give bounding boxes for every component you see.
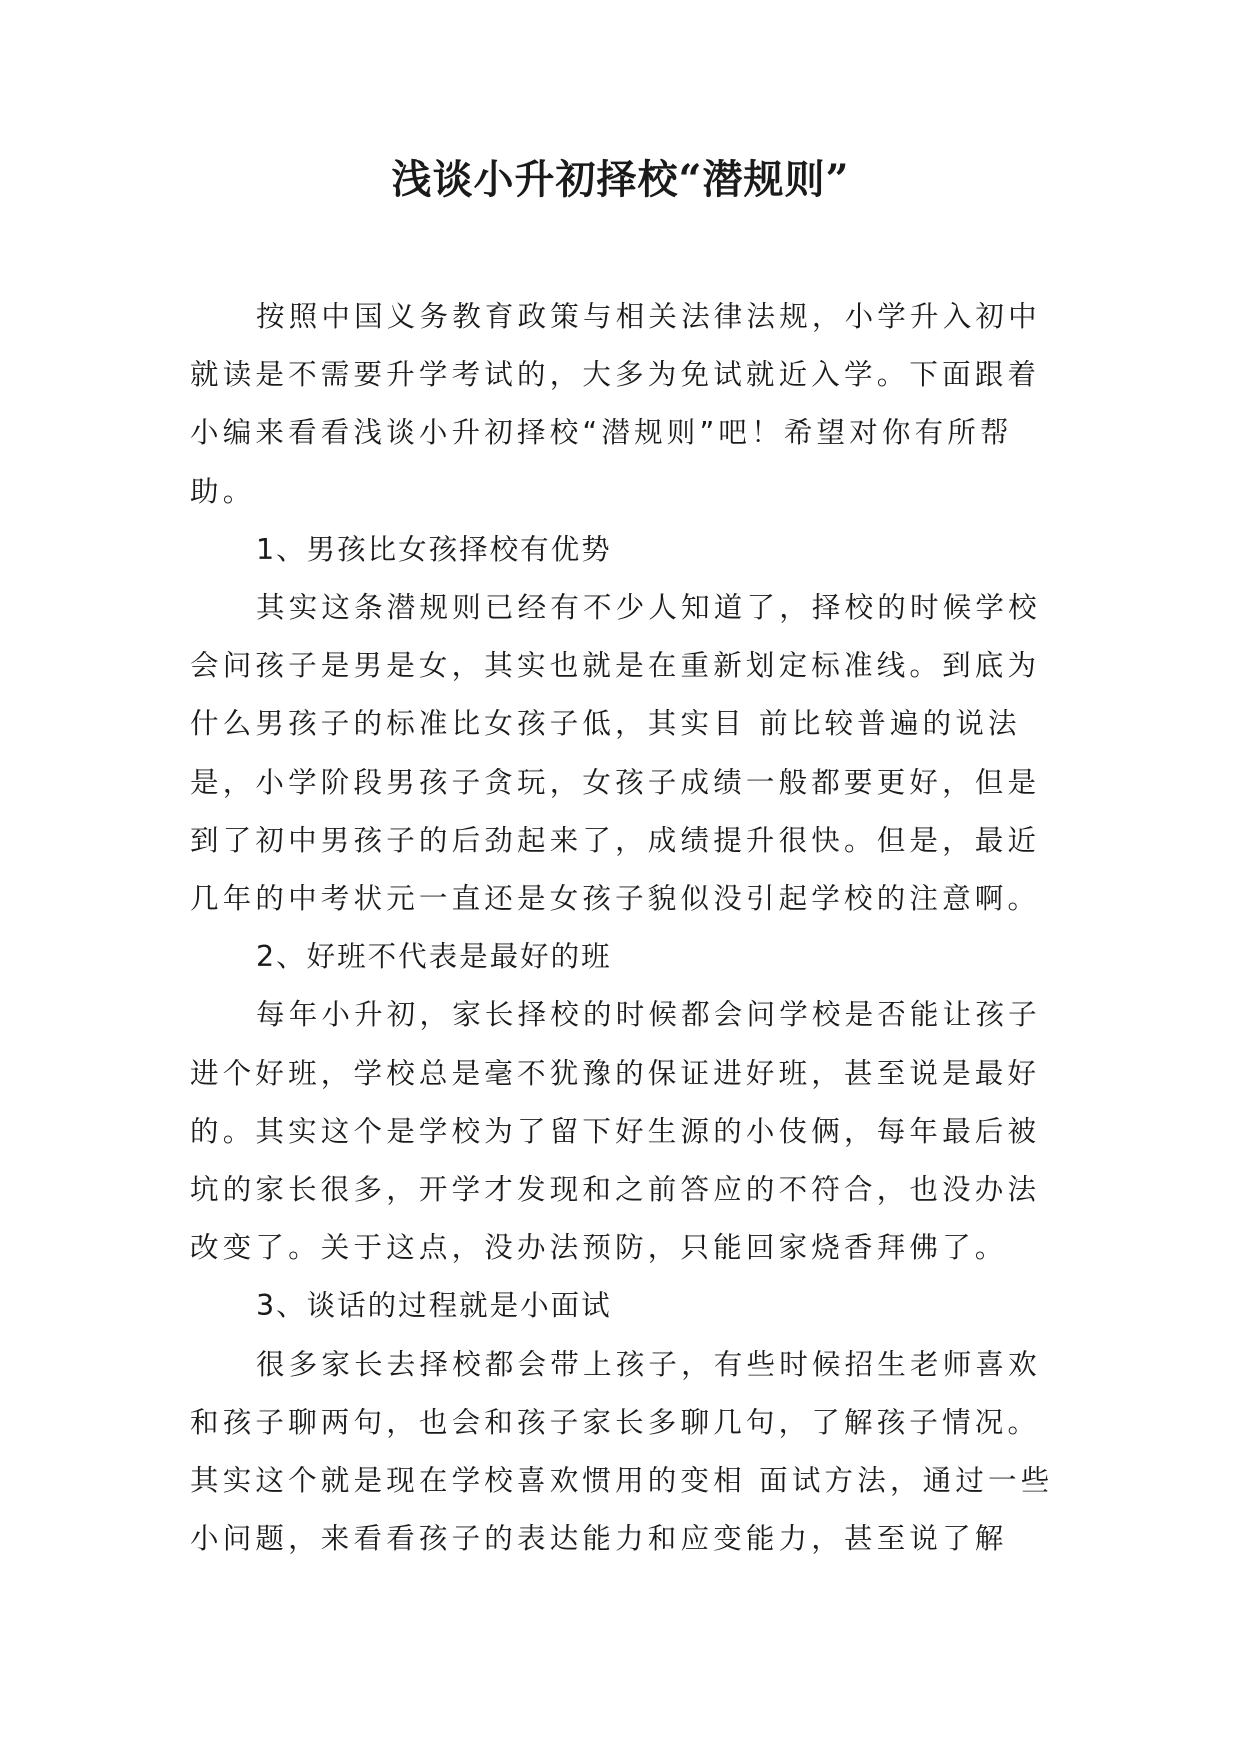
paragraph-intro: 按照中国义务教育政策与相关法律法规，小学升入初中就读是不需要升学考试的，大多为免试就近入学。下面跟着小编来看看浅谈小升初择校“潜规则”吧！希望对你有所帮助。 (190, 300, 1041, 508)
document-title: 浅谈小升初择校“潜规则” (391, 156, 850, 203)
section-heading-2: 2、好班不代表是最好的班 (256, 940, 612, 974)
paragraph-section-1: 其实这条潜规则已经有不少人知道了，择校的时候学校会问孩子是男是女，其实也就是在重新划定标准线。到底为什么男孩子的标准比女孩子低，其实目 前比较普遍的说法是，小学阶段男孩子贪玩，女孩子成绩一般都要更好，但是到了初中男孩子的后劲起来了，成绩提升很快。但是，最近几年的中考状元一直还是女孩子貌似没引起学校的注意啊。 (190, 591, 1041, 916)
section-heading-1: 1、男孩比女孩择校有优势 (256, 532, 612, 566)
paragraph-section-3: 很多家长去择校都会带上孩子，有些时候招生老师喜欢和孩子聊两句，也会和孩子家长多聊几句，了解孩子情况。其实这个就是现在学校喜欢惯用的变相 面试方法，通过一些小问题，来看看孩子的表达能力和应变能力，甚至说了解 (190, 1347, 1054, 1556)
paragraph-section-2: 每年小升初，家长择校的时候都会问学校是否能让孩子进个好班，学校总是毫不犹豫的保证进好班，甚至说是最好的。其实这个是学校为了留下好生源的小伎俩，每年最后被坑的家长很多，开学才发现和之前答应的不符合，也没办法改变了。关于这点，没办法预防，只能回家烧香拜佛了。 (190, 998, 1041, 1265)
document-body (190, 288, 1070, 1568)
section-heading-3: 3、谈话的过程就是小面试 (256, 1289, 612, 1323)
